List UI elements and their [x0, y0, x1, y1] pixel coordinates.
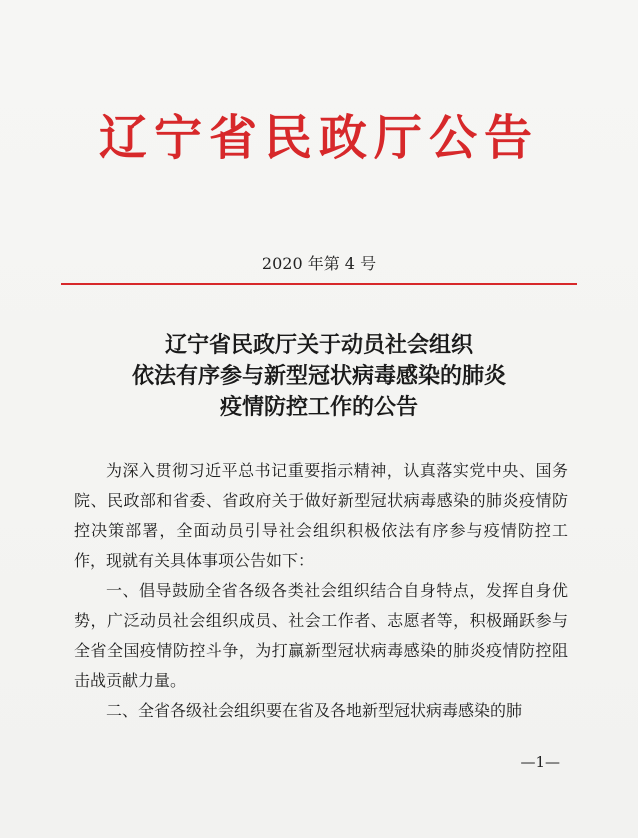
body-paragraph: 一、倡导鼓励全省各级各类社会组织结合自身特点，发挥自身优势，广泛动员社会组织成员、社会工作者、志愿者等，积极踊跃参与全省全国疫情防控斗争，为打赢新型冠状病毒感染的肺炎疫情防控阻击战贡献力量。	[74, 581, 568, 690]
title-line: 辽宁省民政厅关于动员社会组织	[164, 333, 473, 358]
masthead-title: 辽宁省民政厅公告	[98, 110, 539, 166]
body-paragraph: 为深入贯彻习近平总书记重要指示精神，认真落实党中央、国务院、民政部和省委、省政府关于做好新型冠状病毒感染的肺炎疫情防控决策部署，全面动员引导社会组织积极依法有序参与疫情防控工作，现就有关具体事项公告如下：	[74, 461, 568, 570]
document-number: 2020 年第 4 号	[261, 254, 377, 273]
document-title	[0, 330, 638, 423]
page-number: —1—	[520, 753, 560, 771]
red-divider-line	[61, 283, 577, 285]
title-line: 依法有序参与新型冠状病毒感染的肺炎	[131, 364, 506, 389]
body-paragraph: 二、全省各级社会组织要在省及各地新型冠状病毒感染的肺	[106, 701, 523, 720]
title-line: 疫情防控工作的公告	[219, 395, 418, 420]
document-body	[74, 456, 568, 726]
